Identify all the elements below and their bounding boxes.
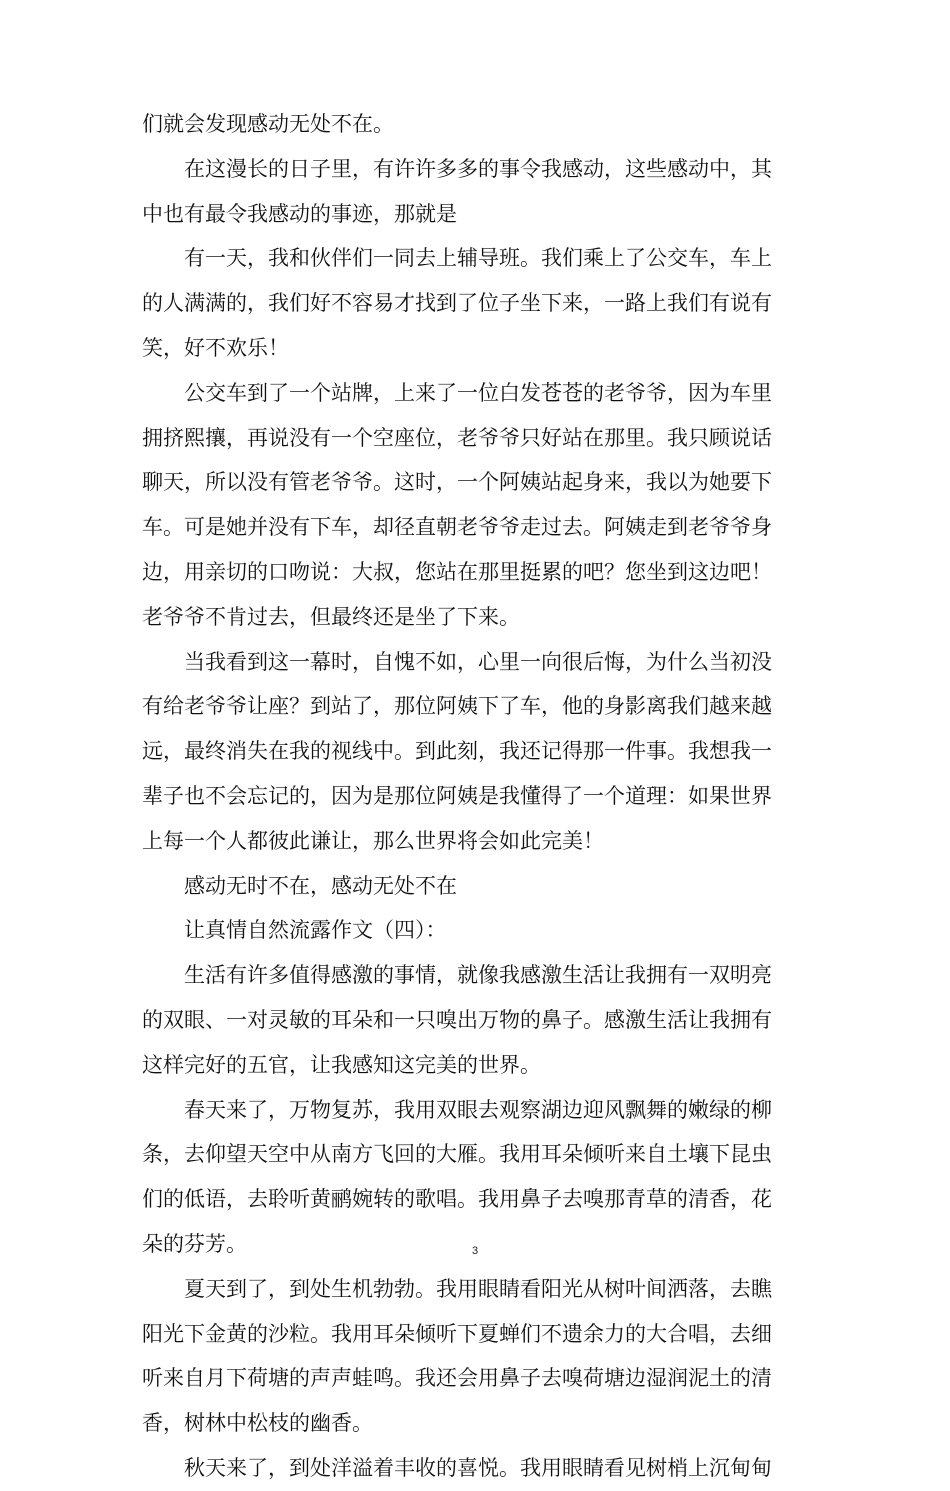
text-line: 老爷爷不肯过去，但最终还是坐了下来。 [142,604,520,629]
text-line: 春天来了，万物复苏，我用双眼去观察湖边迎风飘舞的嫩绿的柳 [184,1097,772,1122]
text-line: 朵的芬芳。 [142,1231,247,1256]
text-line: 秋天来了，到处洋溢着丰收的喜悦。我用眼睛看见树梢上沉甸甸 [184,1455,772,1480]
text-line: 感动无时不在，感动无处不在 [184,873,457,898]
text-line: 车。可是她并没有下车，却径直朝老爷爷走过去。阿姨走到老爷爷身 [142,515,772,540]
text-line: 边，用亲切的口吻说：大叔，您站在那里挺累的吧？您坐到这边吧！ [142,559,772,584]
text-line: 笑，好不欢乐！ [142,335,289,360]
text-line: 有一天，我和伙伴们一同去上辅导班。我们乘上了公交车，车上 [184,246,772,271]
text-line: 这样完好的五官，让我感知这完美的世界。 [142,1052,541,1077]
text-line: 条，去仰望天空中从南方飞回的大雁。我用耳朵倾听来自土壤下昆虫 [142,1142,772,1167]
text-line: 的双眼、一对灵敏的耳朵和一只嗅出万物的鼻子。感激生活让我拥有 [142,1007,772,1032]
text-line: 生活有许多值得感激的事情，就像我感激生活让我拥有一双明亮 [184,963,772,988]
text-line: 阳光下金黄的沙粒。我用耳朵倾听下夏蝉们不遗余力的大合唱，去细 [142,1321,772,1346]
text-line: 拥挤熙攘，再说没有一个空座位，老爷爷只好站在那里。我只顾说话 [142,425,772,450]
text-line: 聊天，所以没有管老爷爷。这时，一个阿姨站起身来，我以为她要下 [142,470,772,495]
text-line: 远，最终消失在我的视线中。到此刻，我还记得那一件事。我想我一 [142,739,772,764]
text-line: 的人满满的，我们好不容易才找到了位子坐下来，一路上我们有说有 [142,291,772,316]
text-line: 们的低语，去聆听黄鹂婉转的歌唱。我用鼻子去嗅那青草的清香，花 [142,1187,772,1212]
text-line: 们就会发现感动无处不在。 [142,112,394,136]
text-line: 夏天到了，到处生机勃勃。我用眼睛看阳光从树叶间洒落，去瞧 [184,1276,772,1301]
text-line: 中也有最令我感动的事迹，那就是 [142,201,457,226]
text-line: 在这漫长的日子里，有许许多多的事令我感动，这些感动中，其 [184,156,772,181]
page-number: 3 [471,1245,479,1257]
text-line: 辈子也不会忘记的，因为是那位阿姨是我懂得了一个道理：如果世界 [142,783,772,808]
text-line: 公交车到了一个站牌，上来了一位白发苍苍的老爷爷，因为车里 [184,380,772,405]
text-line: 让真情自然流露作文（四）： [184,918,447,943]
text-line: 上每一个人都彼此谦让，那么世界将会如此完美！ [142,828,604,853]
document-body [142,102,822,1491]
text-line: 听来自月下荷塘的声声蛙鸣。我还会用鼻子去嗅荷塘边湿润泥土的清 [142,1366,772,1391]
text-line: 当我看到这一幕时，自愧不如，心里一向很后悔，为什么当初没 [184,649,772,674]
text-line: 香，树林中松枝的幽香。 [142,1411,373,1436]
text-line: 有给老爷爷让座？到站了，那位阿姨下了车，他的身影离我们越来越 [142,694,772,719]
